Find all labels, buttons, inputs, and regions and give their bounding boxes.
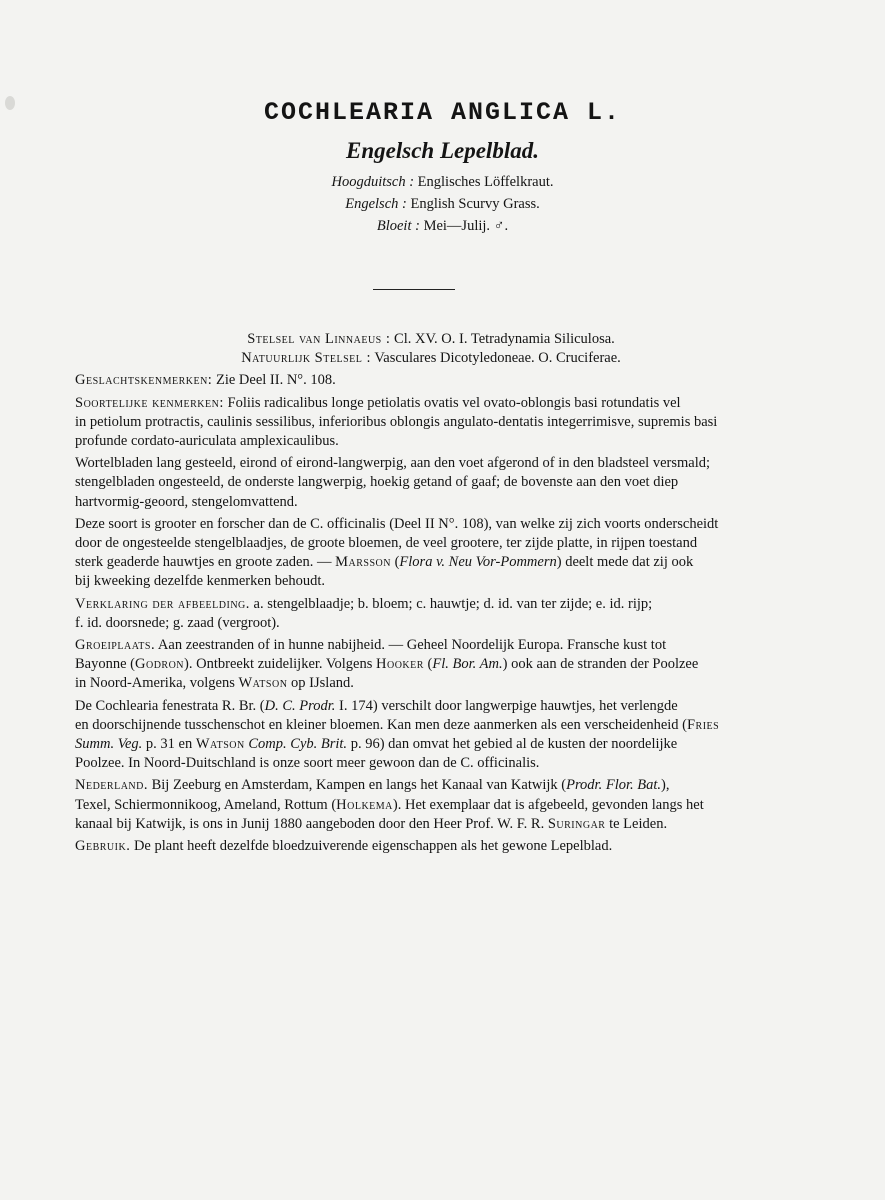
ref-prodr-flor-bat: Prodr. Flor. Bat. [566,777,662,794]
german-name-label: Hoogduitsch : [331,174,415,190]
comparison-paragraph [75,515,787,592]
description-line-2: stengelbladen ongesteeld, de onderste langwerpig, hoekig getand of gaaf; de bovenste aan den voet diep [75,474,679,491]
species-label: Soortelijke kenmerken: [75,394,224,411]
use-paragraph [75,837,787,856]
habitat-line-2: Bayonne (Godron). Ontbreekt zuidelijker. Volgens Hooker (Fl. Bor. Am.) ook aan de stranden der Poolzee [75,656,699,673]
figure-line-2: f. id. doorsnede; g. zaad (vergroot). [75,614,280,631]
species-characters [75,394,787,452]
fenestrata-line-2: en doorschijnende tusschenschot en kleiner bloemen. Kan men deze aanmerken als een verscheidenheid (Fries [75,716,720,733]
dutch-name: Engelsch Lepelblad. [346,138,539,163]
description-line-1: Wortelbladen lang gesteeld, eirond of eirond-langwerpig, aan den voet afgerond of in den bladsteel versmald; [75,455,710,472]
species-line-2: in petiolum protractis, caulinis sessilibus, inferioribus oblongis angulato-dentatis integerrimisve, supremis basi [75,413,718,430]
linnaeus-label: Stelsel van Linnaeus : [247,331,391,347]
genus-value: Zie Deel II. N°. 108. [215,372,336,389]
figure-explanation [75,595,787,633]
netherlands-line-3: kanaal bij Katwijk, is ons in Junij 1880 aangeboden door den Heer Prof. W. F. R. Suringar te Leiden. [75,815,668,832]
use-value: De plant heeft dezelfde bloedzuiverende eigenschappen als het gewone Lepelblad. [130,838,613,855]
comparison-line-4: bij kweeking dezelfde kenmerken behoudt. [75,573,326,590]
comparison-line-2: door de ongesteelde stengelblaadjes, de groote bloemen, de veel grootere, ter zijde platte, in rijpen toestand [75,535,698,552]
use-label: Gebruik. [75,838,131,855]
linnaeus-system [75,330,787,349]
netherlands-label: Nederland. [75,777,148,794]
species-line-1: Foliis radicalibus longe petiolatis ovatis vel ovato-oblongis basi rotundatis vel [227,394,681,411]
habitat-line-3: in Noord-Amerika, volgens Watson op IJsland. [75,675,354,692]
ref-fl-bor-am: Fl. Bor. Am. [432,656,503,673]
comparison-line-1: Deze soort is grooter en forscher dan de C. officinalis (Deel II N°. 108), van welke zij zich voorts onderscheidt [75,515,719,532]
fenestrata-line-4: Poolzee. In Noord-Duitschland is onze soort meer gewoon dan de C. officinalis. [75,755,540,772]
netherlands-paragraph: Nederland. Bij Zeeburg en Amsterdam, Kampen en langs het Kanaal van Katwijk (Prodr. Flor. Bat.), Texel, Schiermonnikoog, Ameland, Rottum (Holkema). Het exemplaar dat is afgebeeld, gevonden langs het kanaal bij Katwijk, is ons in Junij 1880 aangeboden door den Heer Prof. W. F. R. Suringar te Leiden. [75,776,787,834]
natural-label: Natuurlijk Stelsel : [241,350,372,367]
flowering-value: Mei—Julij. ♂. [423,218,509,234]
description-line-3: hartvormig-geoord, stengelomvattend. [75,493,298,510]
natural-system [75,349,787,368]
habitat-label: Groeiplaats. [75,637,156,654]
figure-label: Verklaring der afbeelding. [75,595,250,612]
flowering-label: Bloeit : [376,218,420,234]
divider-rule [373,289,455,290]
author-fries: Fries [686,716,720,733]
ref-summ-veg: Summ. Veg. [75,736,143,753]
habitat-line-1: Aan zeestranden of in hunne nabijheid. — Geheel Noordelijk Europa. Fransche kust tot [155,637,667,654]
fenestrata-line-3: Summ. Veg. p. 31 en Watson Comp. Cyb. Brit. p. 96) dan omvat het gebied al de kusten der noordelijke [75,736,678,753]
author-watson-2: Watson [195,736,245,753]
species-title: COCHLEARIA ANGLICA L. [263,98,622,127]
dutch-description [75,454,787,512]
linnaeus-value: Cl. XV. O. I. Tetradynamia Siliculosa. [394,331,615,347]
ref-dc-prodr: D. C. Prodr. [264,697,336,714]
netherlands-line-2: Texel, Schiermonnikoog, Ameland, Rottum (Holkema). Het exemplaar dat is afgebeeld, gevonden langs het [75,796,704,813]
body-text [75,330,787,859]
author-hooker: Hooker [376,656,424,673]
genus-characters [75,371,787,390]
author-godron: Godron [135,656,185,673]
genus-label: Geslachtskenmerken: [75,372,213,389]
ref-comp-cyb: Comp. Cyb. Brit. [244,736,348,753]
author-holkema: Holkema [336,796,393,813]
english-name-line [0,196,885,213]
german-name-value: Englisches Löffelkraut. [417,174,554,190]
flowering-line [0,218,885,235]
author-marsson: Marsson [335,554,391,571]
habitat-paragraph [75,636,787,694]
fenestrata-paragraph [75,697,787,774]
natural-value: Vasculares Dicotyledoneae. O. Cruciferae. [374,350,621,367]
fenestrata-line-1: De Cochlearia fenestrata R. Br. (D. C. Prodr. I. 174) verschilt door langwerpige hauwtjes, het verlengde [75,697,678,714]
author-suringar: Suringar [547,815,606,832]
comparison-line-3: sterk geaderde hauwtjes en groote zaden. — Marsson (Flora v. Neu Vor-Pommern) deelt mede dat zij ook [75,554,694,571]
figure-line-1: a. stengelblaadje; b. bloem; c. hauwtje; d. id. van ter zijde; e. id. rijp; [249,595,653,612]
ref-flora: Flora v. Neu Vor-Pommern [399,554,557,571]
english-name-label: Engelsch : [345,196,407,212]
english-name-value: English Scurvy Grass. [410,196,540,212]
german-name-line [0,174,885,191]
species-line-3: profunde cordato-auriculata amplexicaulibus. [75,433,339,450]
author-watson: Watson [238,675,288,692]
